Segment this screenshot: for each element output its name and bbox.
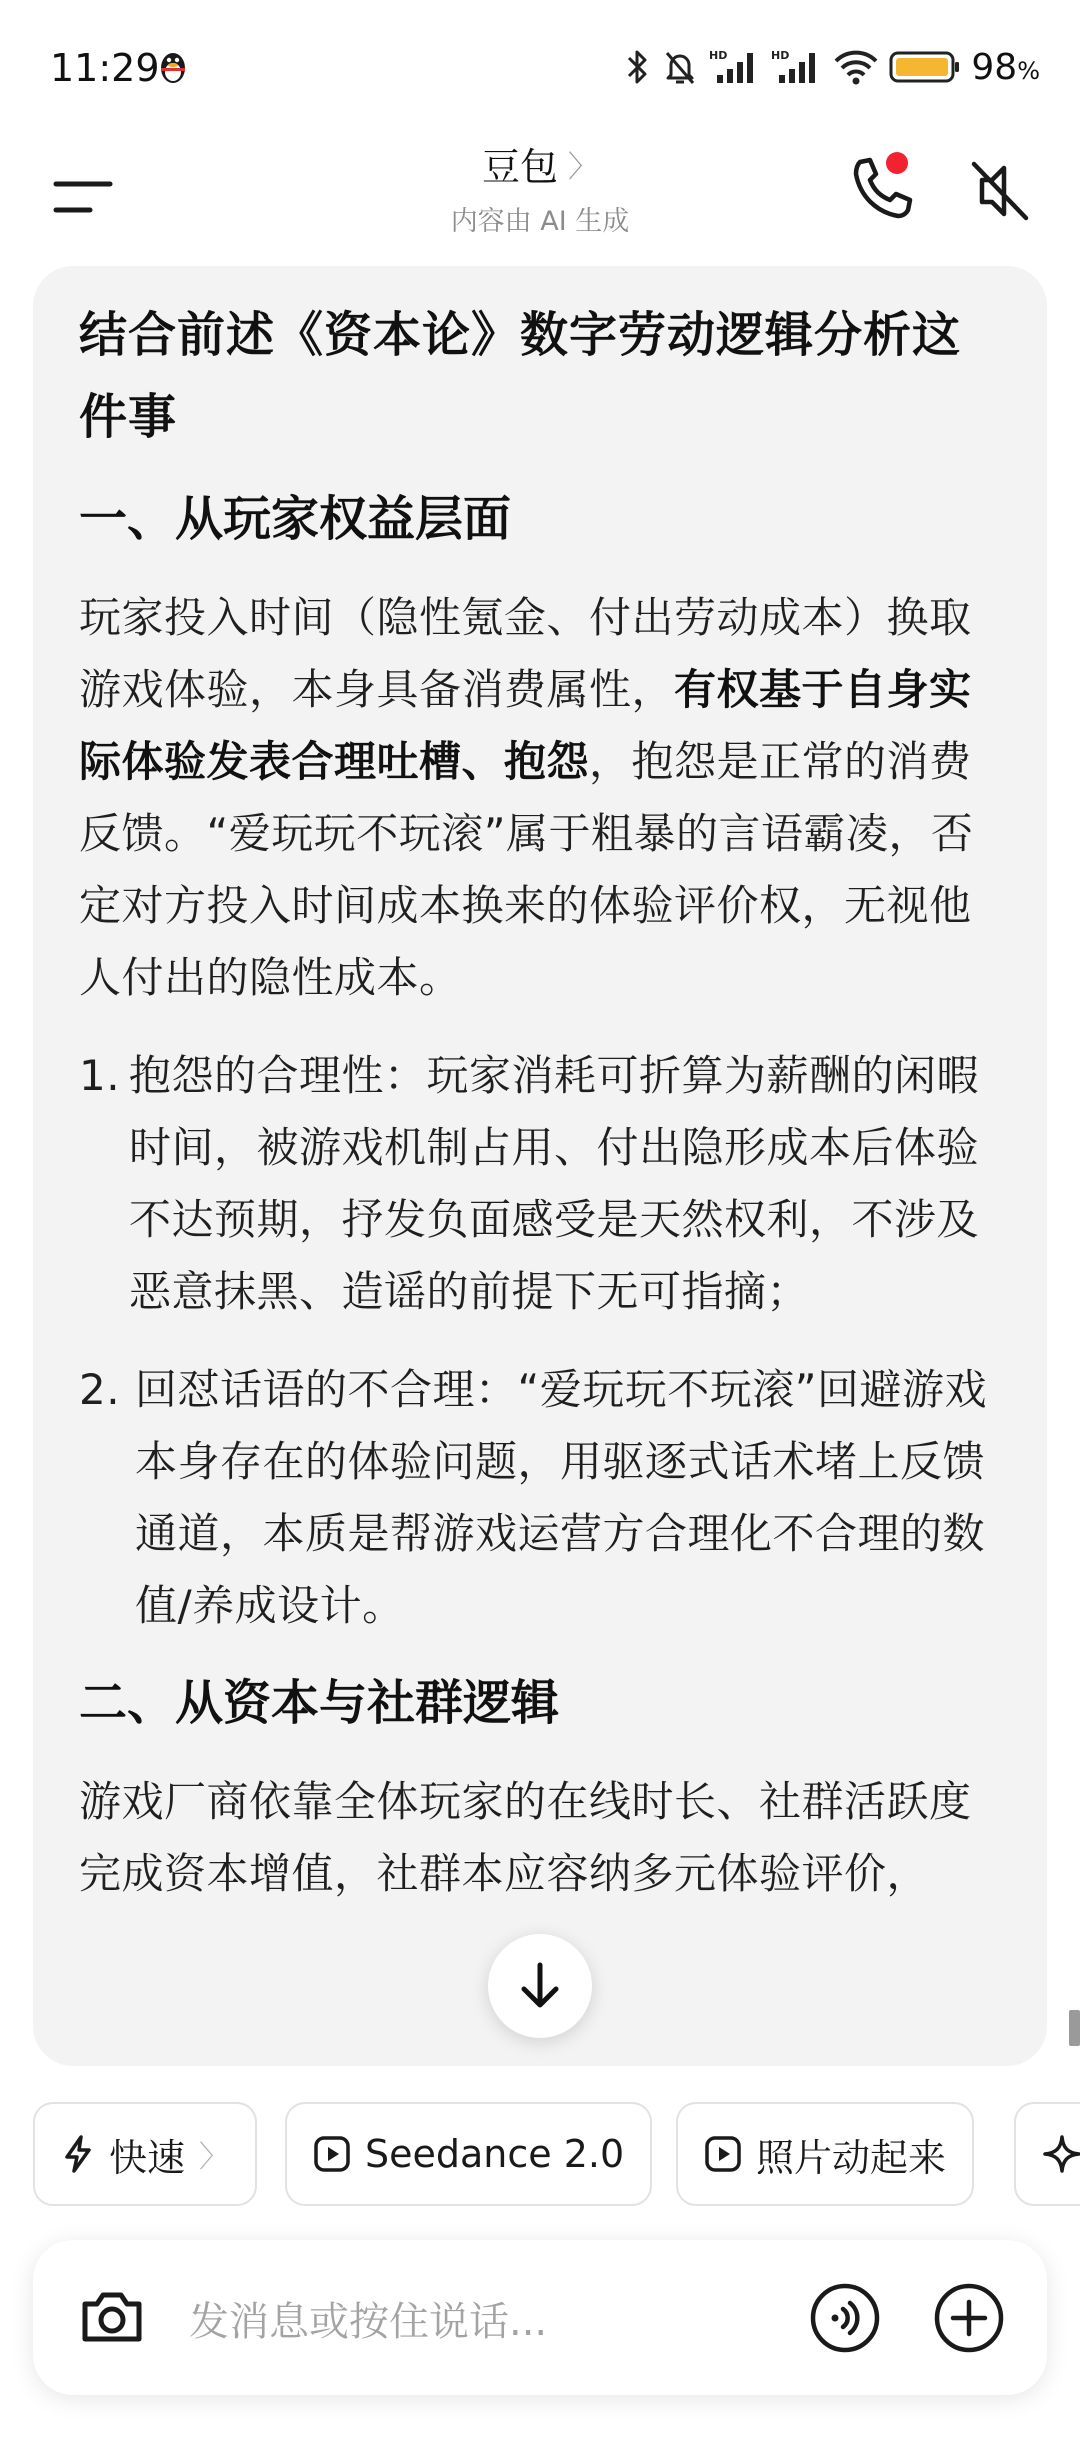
signal-hd-icon-2 [771, 47, 823, 87]
arrow-down-icon [518, 1961, 562, 2011]
chip-label: 快速 [109, 2135, 186, 2180]
chat-header [0, 130, 1080, 260]
camera-icon [77, 2282, 147, 2352]
voice-input-button[interactable] [809, 2282, 881, 2354]
sparkle-icon [1042, 2134, 1080, 2174]
play-icon [313, 2135, 351, 2173]
chip-label: Seedance 2.0 [365, 2132, 625, 2176]
status-bar [0, 0, 1080, 130]
battery-percent: 98% [971, 46, 1040, 88]
signal-hd-icon-1 [709, 47, 761, 87]
hamburger-menu-icon [52, 172, 114, 222]
plus-circle-icon [933, 2282, 1005, 2354]
camera-button[interactable] [77, 2282, 147, 2352]
message-input[interactable]: 发消息或按住说话... [189, 2299, 548, 2345]
add-attachment-button[interactable] [933, 2282, 1005, 2354]
chat-subtitle: 内容由 AI 生成 [450, 206, 630, 237]
chip-photo-animate[interactable] [676, 2102, 974, 2206]
list-text: 抱怨的合理性：玩家消耗可折算为薪酬的闲暇时间，被游戏机制占用、付出隐形成本后体验不达预期，抒发负面感受是天然权利，不涉及恶意抹黑、造谣的前提下无可指摘； [129, 1051, 980, 1316]
speaker-mute-button[interactable] [966, 156, 1036, 226]
speaker-muted-icon [966, 156, 1036, 226]
penguin-notification-icon [156, 48, 190, 86]
svg-text:HD: HD [771, 49, 790, 62]
status-time: 11:29 [50, 46, 160, 90]
quick-actions-row [0, 2100, 1080, 2210]
svg-text:HD: HD [709, 49, 728, 62]
ai-message-card [33, 266, 1047, 2066]
play-icon [704, 2135, 742, 2173]
bold-text: 有权基于自身实际体验发表合理吐槽、抱怨 [79, 665, 972, 786]
section-heading-2: 二、从资本与社群逻辑 [79, 1675, 560, 1731]
notification-dot [886, 152, 908, 174]
chip-fast-mode[interactable] [33, 2102, 257, 2206]
list-item [79, 1040, 1001, 1328]
section-paragraph-2: 游戏厂商依靠全体玩家的在线时长、社群活跃度完成资本增值，社群本应容纳多元体验评价， [79, 1777, 972, 1898]
voice-wave-icon [809, 2282, 881, 2354]
chip-seedance[interactable] [285, 2102, 652, 2206]
scrollbar[interactable] [1069, 2010, 1080, 2046]
menu-button[interactable] [52, 172, 114, 222]
bell-muted-icon [661, 47, 699, 87]
message-input-bar [33, 2240, 1047, 2395]
wifi-icon [833, 47, 879, 87]
list-item [79, 1354, 1001, 1642]
status-icons [625, 44, 1040, 90]
chip-more[interactable] [1014, 2102, 1080, 2206]
lightning-icon [61, 2134, 95, 2174]
chat-title-area[interactable] [340, 136, 740, 238]
list-text: 回怼话语的不合理：“爱玩玩不玩滚”回避游戏本身存在的体验问题，用驱逐式话术堵上反馈通道，本质是帮游戏运营方合理化不合理的数值/养成设计。 [135, 1365, 988, 1630]
list-number: 2. [79, 1365, 121, 1414]
battery-icon [889, 47, 961, 87]
chip-label: 照片动起来 [756, 2135, 947, 2180]
message-title: 结合前述《资本论》数字劳动逻辑分析这件事 [79, 307, 962, 445]
chat-title: 豆包 [481, 145, 558, 189]
list-number: 1. [79, 1051, 121, 1100]
chevron-right-icon: 〉 [199, 2140, 230, 2175]
chevron-right-icon: 〉 [568, 149, 598, 185]
scroll-to-bottom-button[interactable] [488, 1934, 592, 2038]
section-paragraph-1: 玩家投入时间（隐性氪金、付出劳动成本）换取游戏体验，本身具备消费属性，有权基于自身实际体验发表合理吐槽、抱怨，抱怨是正常的消费反馈。“爱玩玩不玩滚”属于粗暴的言语霸凌，否定对方投入时间成本换来的体验评价权，无视他人付出的隐性成本。 [79, 593, 974, 1002]
section-heading-1: 一、从玩家权益层面 [79, 491, 512, 547]
bluetooth-icon [625, 47, 651, 87]
